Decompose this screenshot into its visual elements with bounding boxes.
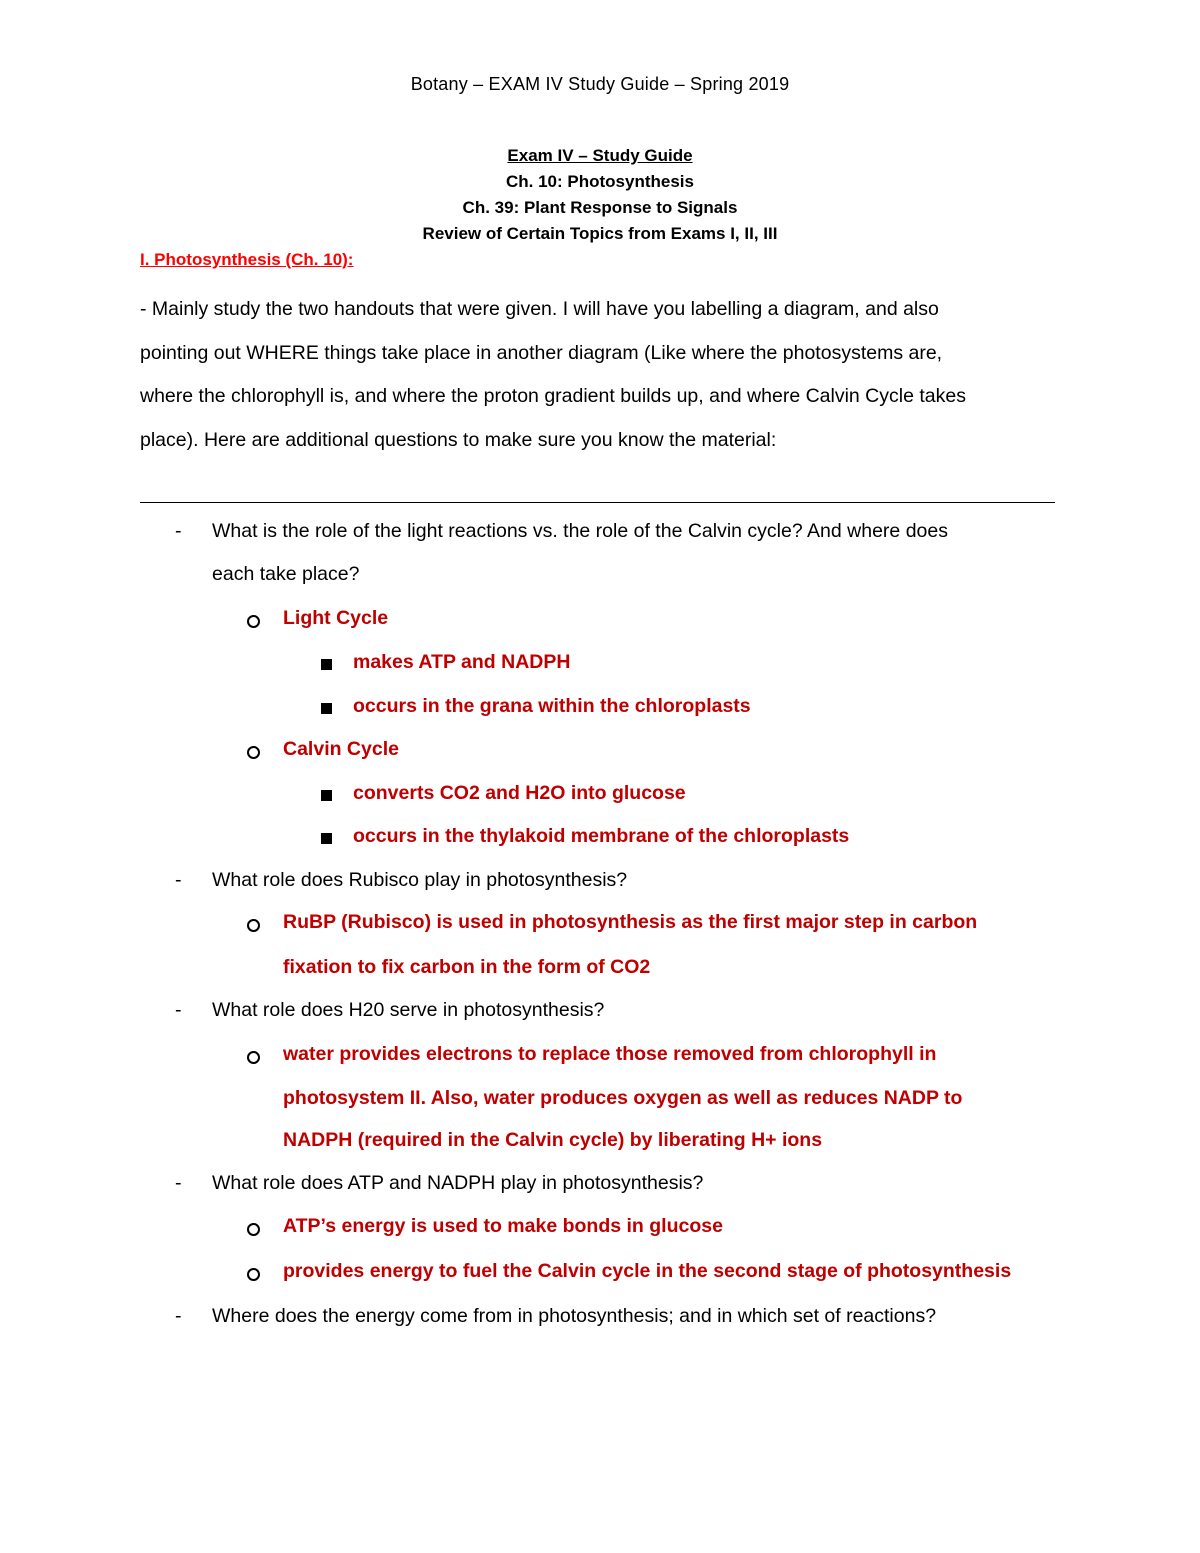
answer-item — [0, 1043, 1200, 1073]
intro-paragraph — [140, 288, 1070, 462]
answer-text: NADPH (required in the Calvin cycle) by liberating H+ ions — [283, 1129, 823, 1151]
question-text: What role does H20 serve in photosynthesis? — [212, 999, 605, 1021]
intro-line: pointing out WHERE things take place in another diagram (Like where the photosystems are, — [140, 341, 943, 364]
answer-item-continuation — [0, 956, 1200, 986]
answer-text: photosystem II. Also, water produces oxygen as well as reduces NADP to — [283, 1087, 963, 1109]
list-item — [0, 999, 1200, 1029]
circle-bullet-icon — [247, 1268, 260, 1281]
answer-text: fixation to fix carbon in the form of CO2 — [283, 956, 651, 978]
answer-text: water provides electrons to replace those removed from chlorophyll in — [283, 1043, 937, 1065]
subtitle-review: Review of Certain Topics from Exams I, II, III — [422, 224, 778, 243]
dash-bullet: - — [175, 869, 182, 891]
list-item — [0, 520, 1200, 550]
answer-text: occurs in the thylakoid membrane of the chloroplasts — [353, 825, 850, 847]
question-text: Where does the energy come from in photosynthesis; and in which set of reactions? — [212, 1305, 937, 1327]
question-text: What is the role of the light reactions vs. the role of the Calvin cycle? And where does — [212, 520, 948, 542]
answer-text: makes ATP and NADPH — [353, 651, 571, 673]
answer-item — [0, 1215, 1200, 1245]
page-header: Botany – EXAM IV Study Guide – Spring 2019 — [410, 74, 790, 94]
answer-text: Calvin Cycle — [283, 738, 399, 760]
intro-line: - Mainly study the two handouts that were given. I will have you labelling a diagram, and also — [140, 298, 939, 320]
dash-bullet: - — [175, 520, 182, 542]
subtitle-chapter-10: Ch. 10: Photosynthesis — [506, 172, 694, 191]
answer-item — [0, 607, 1200, 637]
intro-line: where the chlorophyll is, and where the proton gradient builds up, and where Calvin Cycle takes — [140, 385, 966, 407]
circle-bullet-icon — [247, 1051, 260, 1064]
subtitle-chapter-39: Ch. 39: Plant Response to Signals — [462, 198, 738, 217]
dash-bullet: - — [175, 1172, 182, 1194]
answer-subitem — [0, 651, 1200, 681]
answer-item-continuation — [0, 1129, 1200, 1159]
question-text: each take place? — [212, 563, 360, 585]
answer-item — [0, 911, 1200, 941]
answer-subitem — [0, 825, 1200, 855]
answer-item — [0, 738, 1200, 768]
square-bullet-icon — [321, 833, 332, 844]
document-title: Exam IV – Study Guide — [507, 146, 693, 165]
answer-subitem — [0, 782, 1200, 812]
section-heading: I. Photosynthesis (Ch. 10): — [140, 250, 354, 269]
answer-text: provides energy to fuel the Calvin cycle in the second stage of photosynthesis — [283, 1260, 1012, 1282]
circle-bullet-icon — [247, 615, 260, 628]
list-item — [0, 1305, 1200, 1335]
dash-bullet: - — [175, 999, 182, 1021]
answer-item — [0, 1260, 1200, 1290]
answer-text: RuBP (Rubisco) is used in photosynthesis as the first major step in carbon — [283, 911, 978, 933]
square-bullet-icon — [321, 703, 332, 714]
answer-item-continuation — [0, 1087, 1200, 1117]
answer-text: converts CO2 and H2O into glucose — [353, 782, 686, 804]
list-item — [0, 1172, 1200, 1202]
answer-text: Light Cycle — [283, 607, 389, 629]
list-item — [0, 869, 1200, 899]
list-item-continuation — [0, 563, 1200, 593]
dash-bullet: - — [175, 1305, 182, 1327]
circle-bullet-icon — [247, 919, 260, 932]
intro-line: place). Here are additional questions to make sure you know the material: — [140, 428, 777, 451]
horizontal-rule — [140, 502, 1055, 503]
answer-text: ATP’s energy is used to make bonds in glucose — [283, 1215, 723, 1237]
answer-text: occurs in the grana within the chloroplasts — [353, 695, 751, 717]
question-text: What role does ATP and NADPH play in photosynthesis? — [212, 1172, 704, 1194]
circle-bullet-icon — [247, 746, 260, 759]
circle-bullet-icon — [247, 1223, 260, 1236]
square-bullet-icon — [321, 790, 332, 801]
answer-subitem — [0, 695, 1200, 725]
question-text: What role does Rubisco play in photosynthesis? — [212, 869, 628, 891]
square-bullet-icon — [321, 659, 332, 670]
